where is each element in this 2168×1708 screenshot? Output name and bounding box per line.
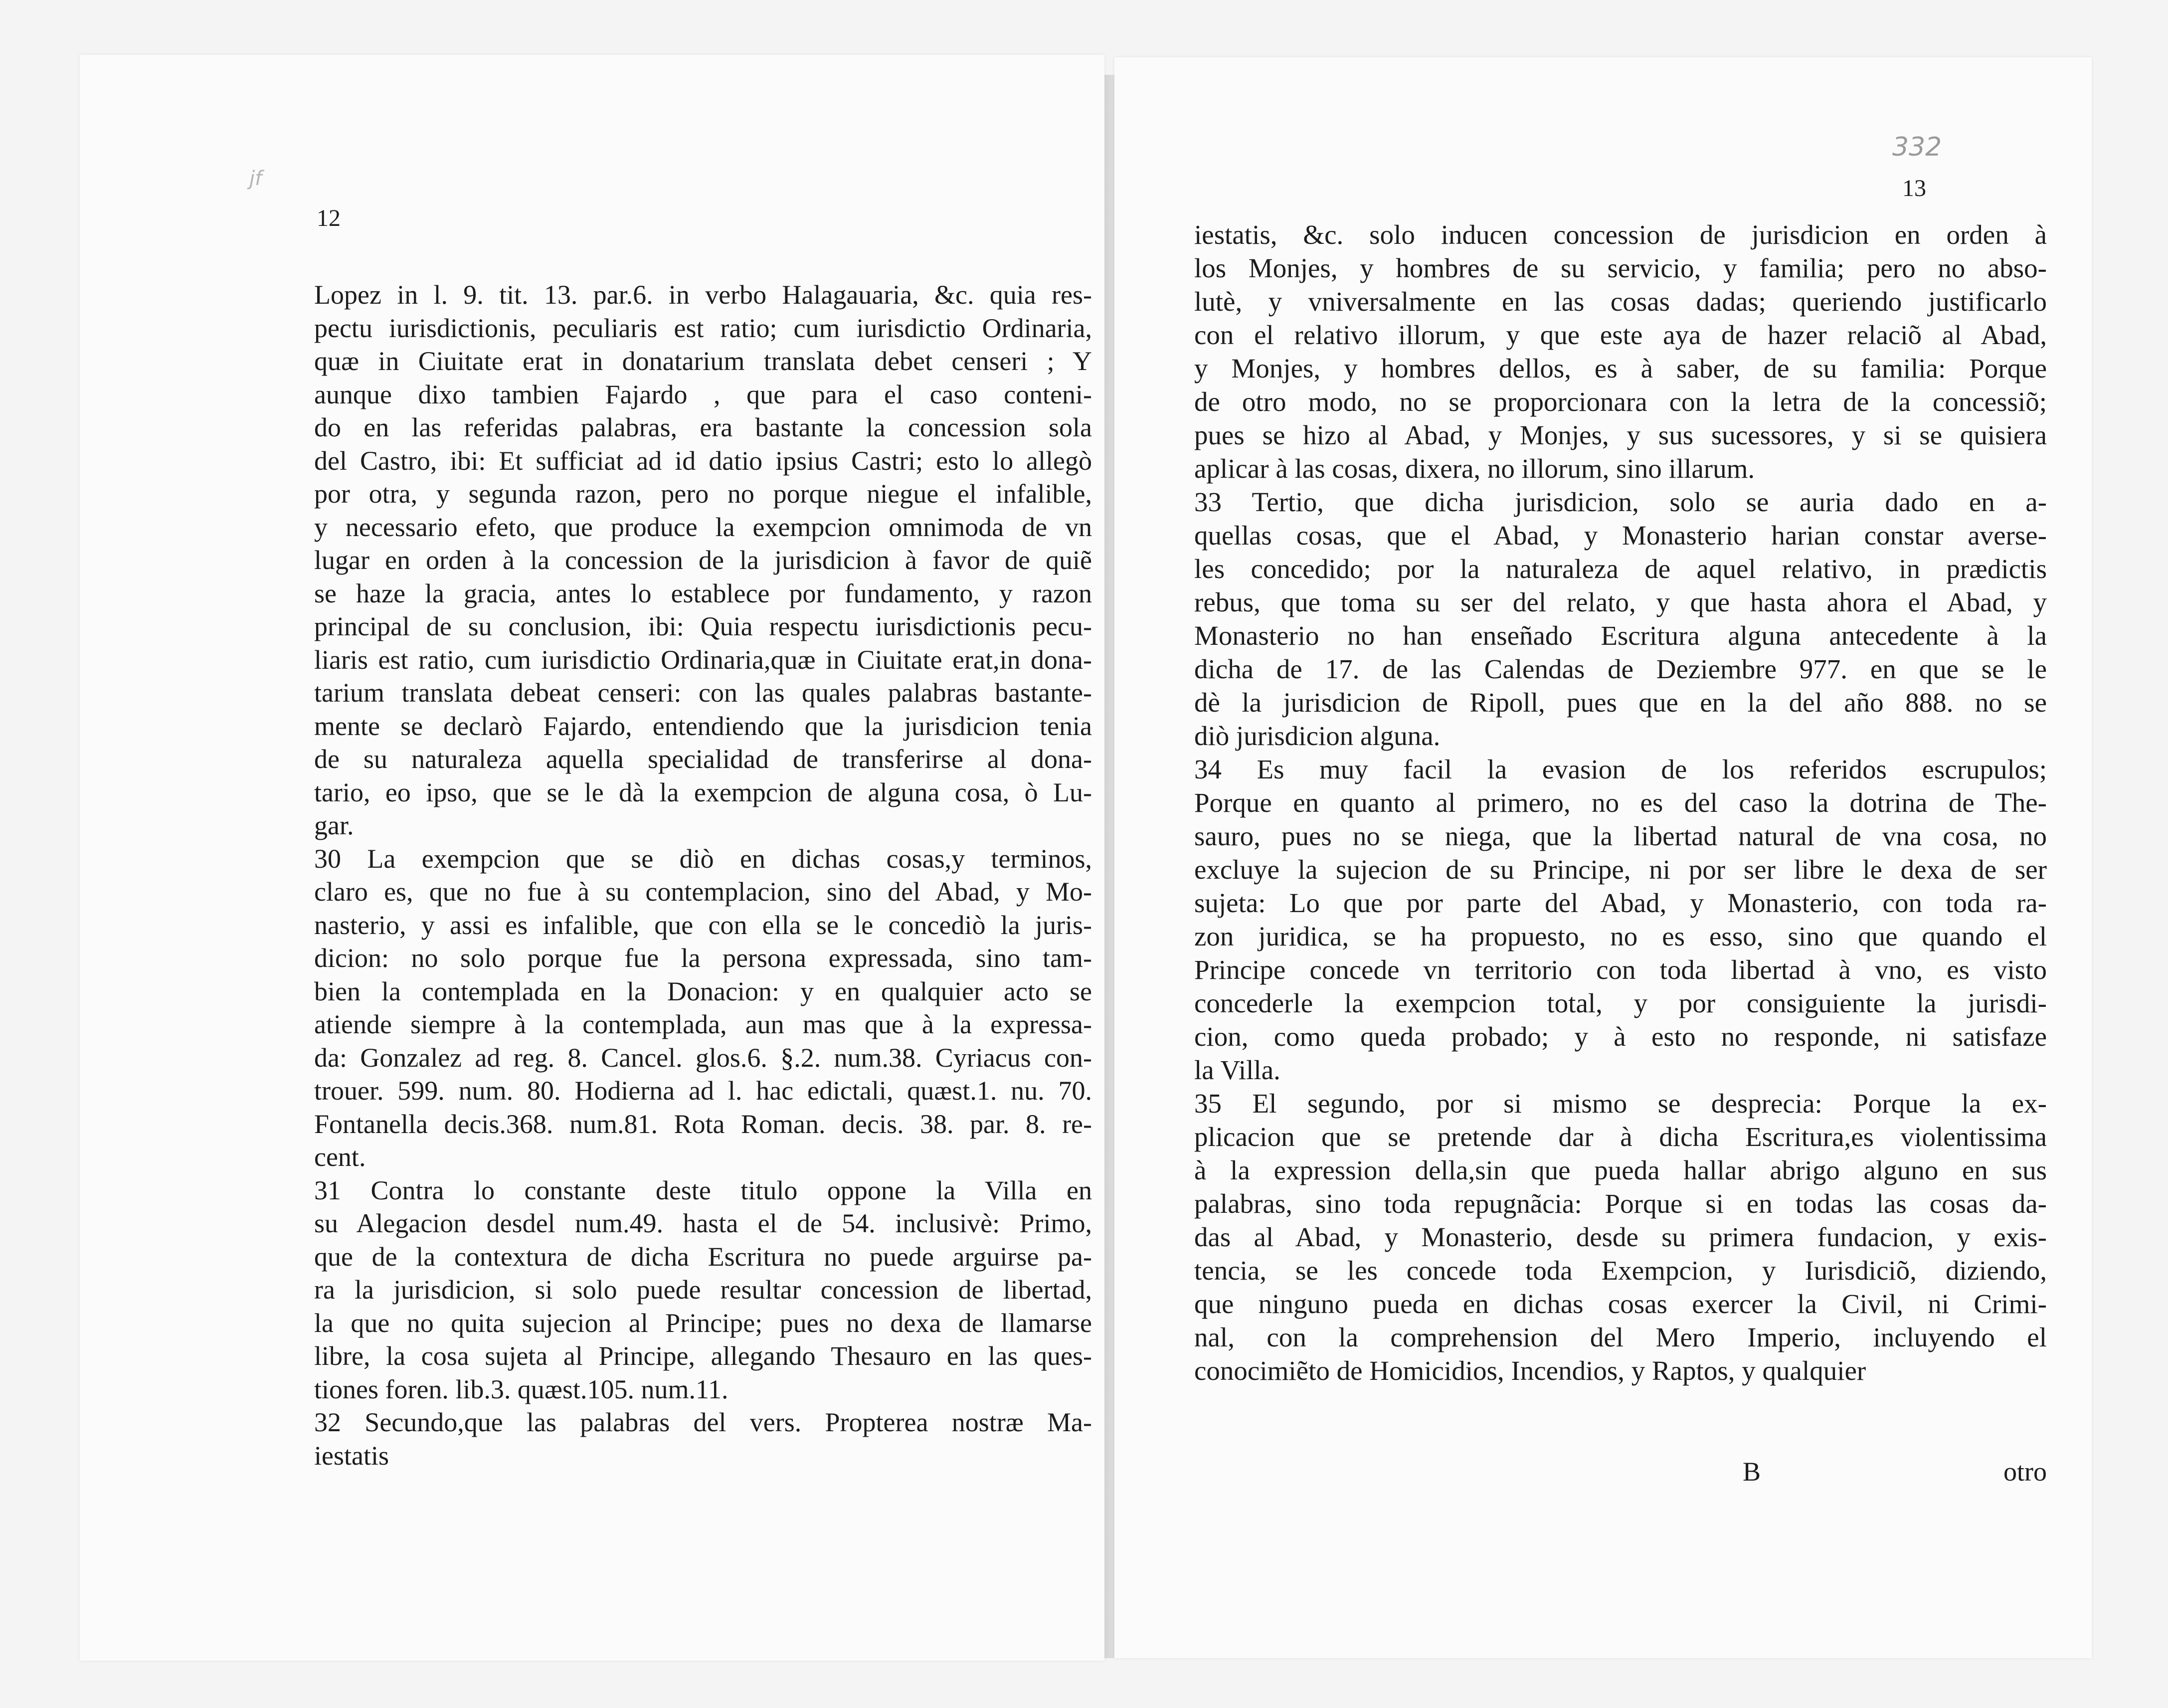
left-text-line: aunque dixo tambien Fajardo , que para el caso conteni- [314,379,1092,409]
right-text-line: das al Abad, y Monasterio, desde su primera fundacion, y exis- [1194,1222,2047,1252]
left-page-text [314,278,1092,1472]
right-text-line: la Villa. [1194,1055,1280,1085]
right-text-line: tencia, se les concede toda Exempcion, y Iurisdiciõ, diziendo, [1194,1255,2047,1286]
right-text-line: à la expression della,sin que pueda hallar abrigo alguno en sus [1194,1155,2047,1185]
left-page-number: 12 [317,205,341,231]
right-text-line: palabras, sino toda repugnãcia: Porque si en todas las cosas da- [1194,1188,2047,1219]
right-text-line: conocimiẽto de Homicidios, Incendios, y Raptos, y qualquier [1194,1355,1866,1386]
right-page-text [1194,218,2047,1387]
left-text-line: 30 La exempcion que se diò en dichas cosas,y terminos, [314,843,1092,874]
catchword: otro [2003,1457,2047,1487]
left-text-line: gar. [314,810,354,840]
right-text-line: excluye la sujecion de su Principe, ni por ser libre le dexa de ser [1194,854,2047,885]
right-text-line: les concedido; por la naturaleza de aquel relativo, in prædictis [1194,554,2047,584]
right-text-line: diò jurisdicion alguna. [1194,721,1441,751]
right-text-line: y Monjes, y hombres dellos, es à saber, de su familia: Porque [1194,353,2047,383]
left-text-line: iestatis [314,1440,389,1471]
right-text-line: con el relativo illorum, y que este aya de hazer relaciõ al Abad, [1194,320,2047,350]
left-text-line: claro es, que no fue à su contemplacion, sino del Abad, y Mo- [314,877,1092,907]
right-text-line: Monasterio no han enseñado Escritura alguna antecedente à la [1194,620,2047,651]
left-text-line: bien la contemplada en la Donacion: y en qualquier acto se [314,976,1092,1006]
right-text-line: de otro modo, no se proporcionara con la letra de la concessiõ; [1194,386,2047,417]
left-text-line: 31 Contra lo constante deste titulo oppone la Villa en [314,1175,1092,1205]
right-text-line: Porque en quanto al primero, no es del caso la dotrina de The- [1194,787,2047,818]
left-text-line: da: Gonzalez ad reg. 8. Cancel. glos.6. §.2. num.38. Cyriacus con- [314,1042,1092,1073]
left-text-line: del Castro, ibi: Et sufficiat ad id datio ipsius Castri; esto lo allegò [314,445,1092,476]
right-text-line: Principe concede vn territorio con toda libertad à vno, es visto [1194,954,2047,985]
left-page [80,55,1104,1661]
left-text-line: principal de su conclusion, ibi: Quia respectu iurisdictionis pecu- [314,611,1092,641]
right-text-line: concederle la exempcion total, y por consiguiente la jurisdi- [1194,988,2047,1018]
left-text-line: Lopez in l. 9. tit. 13. par.6. in verbo Halagauaria, &c. quia res- [314,280,1092,310]
left-text-line: tario, eo ipso, que se le dà la exempcion de alguna cosa, ò Lu- [314,777,1092,807]
right-handwritten-mark: 332 [1892,132,1942,162]
right-text-line: lutè, y vniversalmente en las cosas dadas; queriendo justificarlo [1194,286,2047,317]
right-page [1114,57,2092,1658]
left-text-line: su Alegacion desdel num.49. hasta el de 54. inclusivè: Primo, [314,1208,1092,1238]
right-text-line: zon juridica, se ha propuesto, no es esso, sino que quando el [1194,921,2047,951]
left-text-line: tiones foren. lib.3. quæst.105. num.11. [314,1374,728,1404]
right-text-line: 33 Tertio, que dicha jurisdicion, solo se auria dado en a- [1194,487,2047,517]
right-text-line: plicacion que se pretende dar à dicha Escritura,es violentissima [1194,1122,2047,1152]
right-text-line: 35 El segundo, por si mismo se desprecia: Porque la ex- [1194,1088,2047,1119]
left-text-line: tarium translata debeat censeri: con las quales palabras bastante- [314,678,1092,708]
left-text-line: cent. [314,1142,366,1172]
right-text-line: cion, como queda probado; y à esto no responde, ni satisfaze [1194,1021,2047,1052]
right-text-line: 34 Es muy facil la evasion de los referidos escrupulos; [1194,754,2047,784]
signature-mark: B [1743,1457,1761,1487]
left-text-line: nasterio, y assi es infalible, que con ella se le concediò la juris- [314,910,1092,940]
left-handwritten-mark: jf [249,167,262,190]
left-text-line: que de la contextura de dicha Escritura no puede arguirse pa- [314,1241,1092,1272]
left-text-line: mente se declarò Fajardo, entendiendo que la jurisdicion tenia [314,711,1092,741]
right-text-line: iestatis, &c. solo inducen concession de jurisdicion en orden à [1194,219,2047,250]
left-text-line: liaris est ratio, cum iurisdictio Ordinaria,quæ in Ciuitate erat,in dona- [314,644,1092,675]
left-text-line: ra la jurisdicion, si solo puede resultar concession de libertad, [314,1275,1092,1305]
right-text-line: rebus, que toma su ser del relato, y que hasta ahora el Abad, y [1194,587,2047,617]
left-text-line: y necessario efeto, que produce la exempcion omnimoda de vn [314,512,1092,542]
left-text-line: lugar en orden à la concession de la jurisdicion à favor de quiẽ [314,545,1092,575]
right-text-line: dè la jurisdicion de Ripoll, pues que en la del año 888. no se [1194,687,2047,718]
left-text-line: de su naturaleza aquella specialidad de transferirse al dona- [314,744,1092,774]
left-text-line: dicion: no solo porque fue la persona expressada, sino tam- [314,943,1092,973]
right-text-line: sujeta: Lo que por parte del Abad, y Monasterio, con toda ra- [1194,888,2047,918]
right-text-line: sauro, pues no se niega, que la libertad natural de vna cosa, no [1194,821,2047,851]
left-text-line: por otra, y segunda razon, pero no porque niegue el infalible, [314,479,1092,509]
left-text-line: se haze la gracia, antes lo establece por fundamento, y razon [314,578,1092,608]
left-text-line: trouer. 599. num. 80. Hodierna ad l. hac edictali, quæst.1. nu. 70. [314,1076,1092,1106]
left-text-line: quæ in Ciuitate erat in donatarium translata debet censeri ; Y [314,346,1092,376]
right-text-line: nal, con la comprehension del Mero Imperio, incluyendo el [1194,1322,2047,1352]
right-text-line: pues se hizo al Abad, y Monjes, y sus sucessores, y si se quisiera [1194,420,2047,450]
left-text-line: pectu iurisdictionis, peculiaris est ratio; cum iurisdictio Ordinaria, [314,313,1092,343]
left-text-line: 32 Secundo,que las palabras del vers. Propterea nostræ Ma- [314,1407,1092,1437]
left-text-line: do en las referidas palabras, era bastante la concession sola [314,412,1092,442]
right-page-number: 13 [1902,175,1926,201]
right-text-line: los Monjes, y hombres de su servicio, y familia; pero no abso- [1194,253,2047,283]
left-text-line: libre, la cosa sujeta al Principe, allegando Thesauro en las ques- [314,1341,1092,1371]
left-text-line: Fontanella decis.368. num.81. Rota Roman. decis. 38. par. 8. re- [314,1109,1092,1139]
right-text-line: que ninguno pueda en dichas cosas exercer la Civil, ni Crimi- [1194,1289,2047,1319]
left-text-line: la que no quita sujecion al Principe; pues no dexa de llamarse [314,1308,1092,1338]
right-text-line: quellas cosas, que el Abad, y Monasterio harian constar averse- [1194,520,2047,551]
right-text-line: aplicar à las cosas, dixera, no illorum, sino illarum. [1194,453,1755,484]
right-text-line: dicha de 17. de las Calendas de Deziembre 977. en que se le [1194,654,2047,684]
left-text-line: atiende siempre à la contemplada, aun mas que à la expressa- [314,1009,1092,1039]
